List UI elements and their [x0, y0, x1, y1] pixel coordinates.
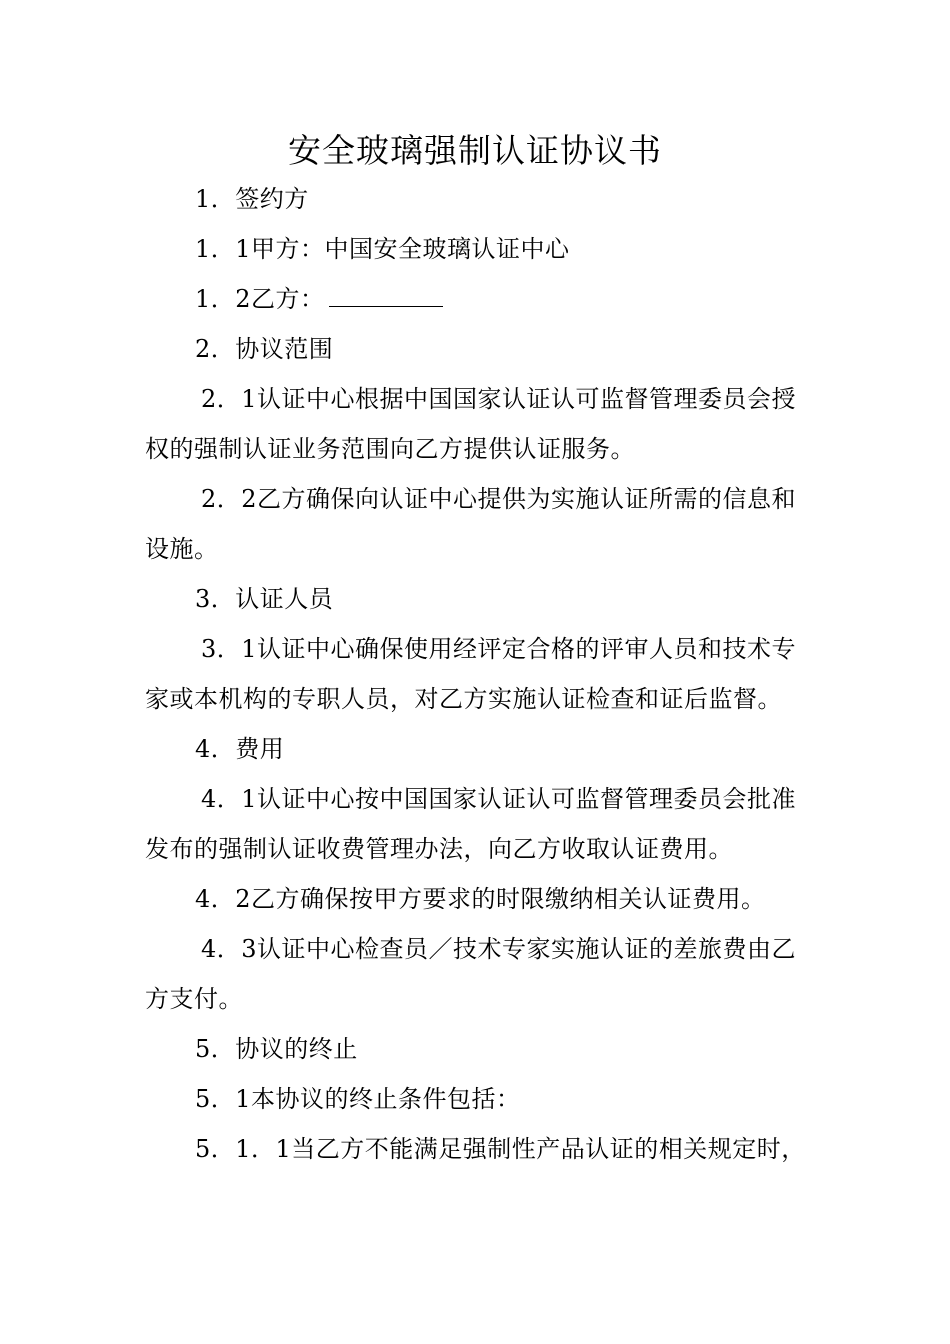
paragraph-4: 4．费用 — [195, 735, 285, 763]
paragraph-3: 3．认证人员 — [195, 585, 334, 613]
paragraph-2-2: 2．2乙方确保向认证中心提供为实施认证所需的信息和设施。 — [145, 485, 797, 563]
paragraph-1-2 — [145, 274, 810, 324]
party-b-label: 1．2乙方： — [195, 285, 325, 313]
party-b-blank-line — [329, 280, 443, 307]
paragraph-3-1: 3．1认证中心确保使用经评定合格的评审人员和技术专家或本机构的专职人员，对乙方实施认证检查和证后监督。 — [145, 635, 797, 713]
paragraph-4-3: 4．3认证中心检查员／技术专家实施认证的差旅费由乙方支付。 — [145, 935, 797, 1013]
paragraph-2: 2．协议范围 — [195, 335, 334, 363]
paragraph-1: 1．签约方 — [195, 185, 309, 213]
paragraph-5: 5．协议的终止 — [195, 1035, 358, 1063]
paragraph-5-1-1: 5．1．1当乙方不能满足强制性产品认证的相关规定时， — [195, 1135, 806, 1163]
paragraph-5-1: 5．1本协议的终止条件包括： — [195, 1085, 521, 1113]
paragraph-4-1: 4．1认证中心按中国国家认证认可监督管理委员会批准发布的强制认证收费管理办法，向乙方收取认证费用。 — [145, 785, 797, 863]
paragraph-4-2: 4．2乙方确保按甲方要求的时限缴纳相关认证费用。 — [195, 885, 766, 913]
document-body — [145, 174, 810, 1174]
paragraph-2-1: 2．1认证中心根据中国国家认证认可监督管理委员会授权的强制认证业务范围向乙方提供认证服务。 — [145, 385, 797, 463]
paragraph-1-1: 1．1甲方：中国安全玻璃认证中心 — [195, 235, 570, 263]
document-title: 安全玻璃强制认证协议书 — [288, 131, 662, 170]
